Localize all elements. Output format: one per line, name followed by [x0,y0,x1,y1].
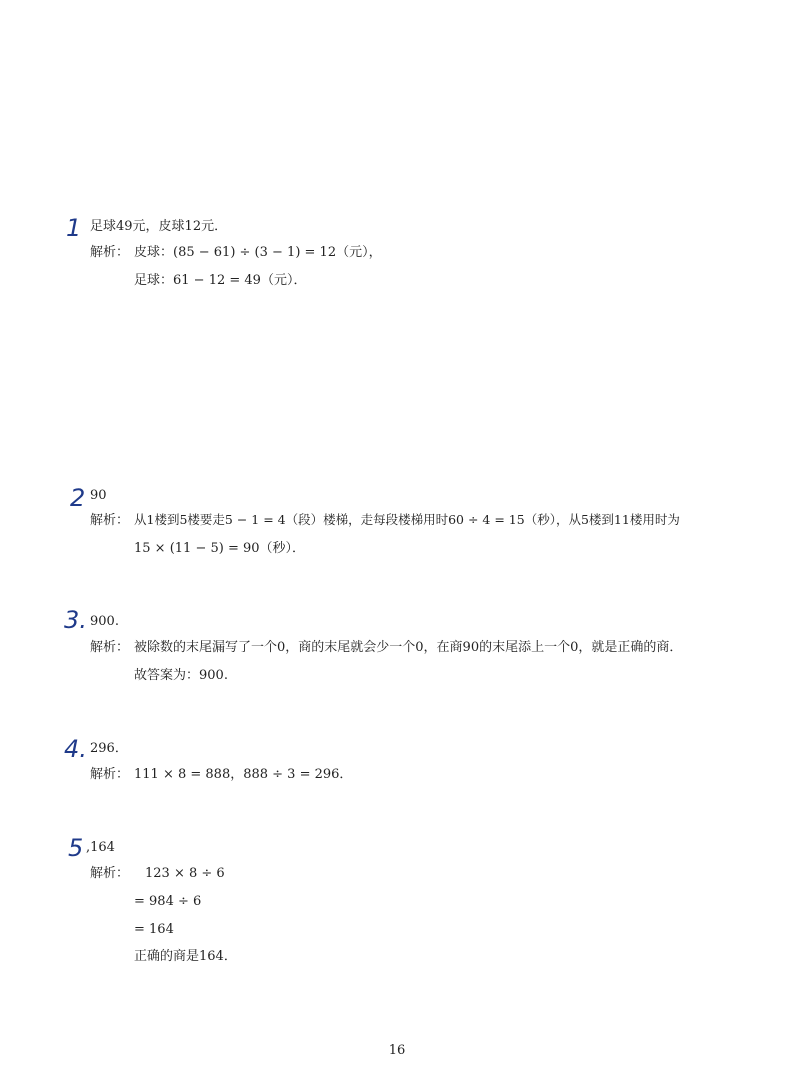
analysis-line-3-2: 故答案为：900. [134,668,228,683]
answer-1: 足球49元，皮球12元． [90,219,228,234]
analysis-line-2-2: 15 × (11 − 5) = 90（秒）． [134,541,306,556]
page-number: 16 [388,1043,406,1058]
analysis-label-3: 解析： [90,640,130,655]
analysis-line-1-2: 足球：61 − 12 = 49（元）． [134,273,307,288]
handwritten-number-5: 5 [68,834,84,862]
analysis-line-5-3: = 164 [134,922,174,937]
analysis-line-3-1: 被除数的末尾漏写了一个0，商的末尾就会少一个0，在商90的末尾添上一个0，就是正确的商． [134,640,683,655]
answer-5: ,164 [86,840,115,855]
analysis-label-2: 解析： [90,513,130,528]
analysis-line-2-1: 从1楼到5楼要走5 − 1 = 4（段）楼梯，走每段楼梯用时60 ÷ 4 = 15（秒），从5楼到11楼用时为 [134,512,680,527]
handwritten-number-1: 1 [66,214,82,242]
handwritten-number-4: 4. [64,735,87,763]
analysis-label-5: 解析： [90,866,130,881]
analysis-line-5-2: = 984 ÷ 6 [134,894,202,909]
analysis-line-4-1: 111 × 8 = 888，888 ÷ 3 = 296． [134,767,353,782]
analysis-label-1: 解析： [90,245,130,260]
analysis-line-1-1: 皮球：(85 − 61) ÷ (3 − 1) = 12（元）， [134,245,382,260]
handwritten-number-3: 3. [64,606,87,634]
handwritten-number-2: 2 [70,484,86,512]
analysis-line-5-1: 123 × 8 ÷ 6 [145,866,225,881]
analysis-label-4: 解析： [90,767,130,782]
analysis-line-5-4: 正确的商是164． [134,949,237,964]
answer-3: 900. [90,614,119,629]
answer-4: 296． [90,741,128,756]
answer-2: 90 [90,488,107,503]
